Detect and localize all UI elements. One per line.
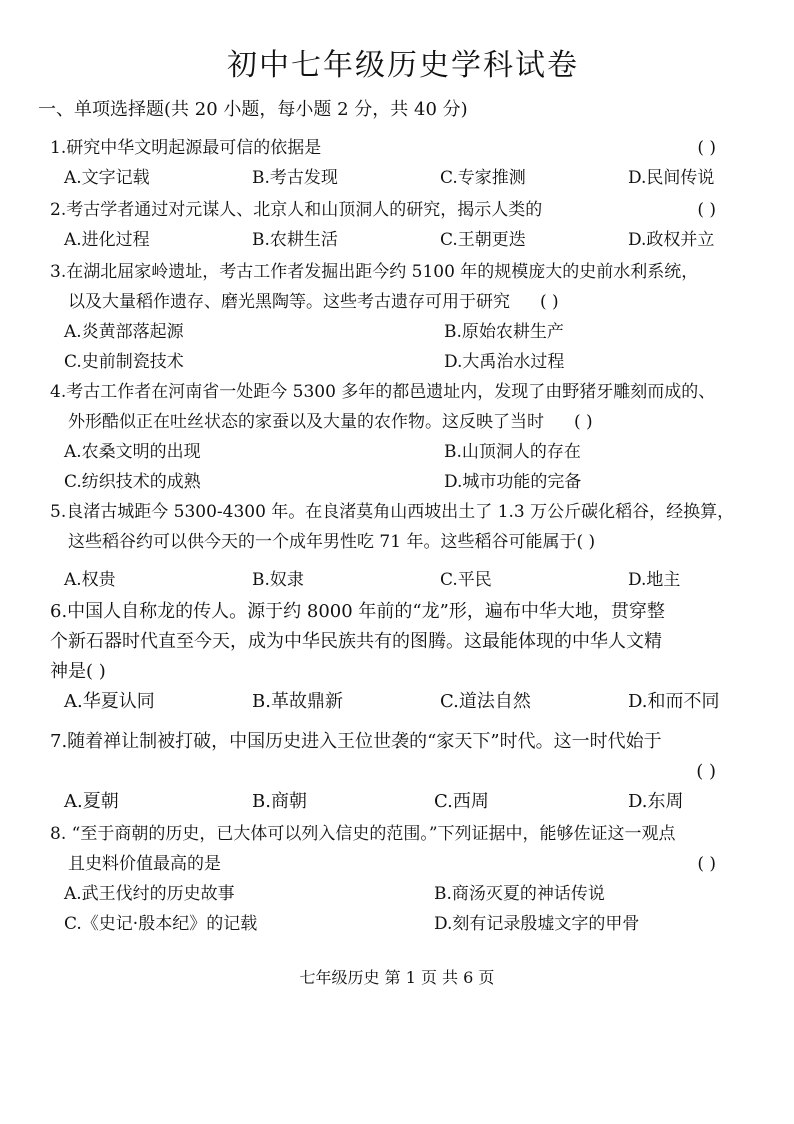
option-b: B.革故鼎新	[252, 691, 343, 713]
option-a: A.农桑文明的出现	[64, 442, 201, 463]
option-a: A.权贵	[64, 570, 116, 591]
option-a: A.华夏认同	[64, 691, 155, 713]
option-c: C.平民	[440, 570, 492, 591]
option-c: C.道法自然	[440, 691, 531, 713]
option-d: D.东周	[628, 791, 684, 813]
answer-bracket: ( )	[697, 200, 716, 221]
question-stem: 2.考古学者通过对元谋人、北京人和山顶洞人的研究，揭示人类的 ( )	[50, 195, 756, 225]
question-1	[50, 133, 756, 193]
option-d: D.城市功能的完备	[444, 472, 582, 493]
question-stem: 8. “至于商朝的历史，已大体可以列入信史的范围。”下列证据中，能够佐证这一观点 且史料价值最高的是 ( )	[50, 819, 756, 879]
answer-bracket: ( )	[574, 412, 593, 433]
question-stem: 4.考古工作者在河南省一处距今 5300 多年的都邑遗址内，发现了由野猪牙雕刻而成的、 外形酷似正在吐丝状态的家蚕以及大量的农作物。这反映了当时 ( )	[50, 382, 716, 433]
options-grid	[64, 437, 756, 497]
options-row	[64, 687, 756, 717]
question-5	[50, 497, 756, 595]
question-stem: 3.在湖北屈家岭遗址，考古工作者发掘出距今约 5100 年的规模庞大的史前水利系统， 以及大量稻作遗存、磨光黑陶等。这些考古遗存可用于研究 ( )	[50, 262, 699, 313]
option-a: A.文字记载	[64, 168, 150, 189]
question-stem: 5.良渚古城距今 5300-4300 年。在良渚莫角山西坡出土了 1.3 万公斤碳化稻谷，经换算， 这些稻谷约可以供今天的一个成年男性吃 71 年。这些稻谷可能属于( )	[50, 502, 735, 553]
options-row	[64, 225, 756, 255]
options-grid	[64, 879, 756, 939]
option-c: C.西周	[434, 791, 489, 813]
option-b: B.农耕生活	[252, 230, 338, 251]
answer-bracket: ( )	[697, 854, 716, 875]
option-c: C.纺织技术的成熟	[64, 472, 201, 493]
question-2	[50, 195, 756, 255]
option-a: A.进化过程	[64, 230, 150, 251]
options-row	[64, 163, 756, 193]
option-c: C.史前制瓷技术	[64, 352, 184, 373]
option-d: D.刻有记录殷墟文字的甲骨	[434, 914, 640, 935]
option-d: D.大禹治水过程	[444, 352, 565, 373]
option-d: D.民间传说	[628, 168, 715, 189]
option-b: B.商朝	[252, 791, 307, 813]
question-stem: 1.研究中华文明起源最可信的依据是 ( )	[50, 133, 756, 163]
option-b: B.商汤灭夏的神话传说	[434, 884, 605, 905]
option-a: A.武王伐纣的历史故事	[64, 884, 235, 905]
option-b: B.山顶洞人的存在	[444, 442, 581, 463]
option-c: C.专家推测	[440, 168, 526, 189]
answer-bracket: ( )	[697, 138, 716, 159]
option-a: A.炎黄部落起源	[64, 322, 184, 343]
options-row	[64, 565, 756, 595]
question-3	[50, 257, 756, 377]
question-6	[50, 597, 756, 717]
option-c: C.《史记·殷本纪》的记载	[64, 914, 258, 935]
answer-bracket: ( )	[696, 761, 716, 783]
options-row	[64, 787, 756, 817]
option-a: A.夏朝	[64, 791, 119, 813]
question-4	[50, 377, 756, 497]
section-heading: 一、单项选择题(共 20 小题，每小题 2 分，共 40 分)	[38, 99, 468, 120]
option-d: D.政权并立	[628, 230, 715, 251]
question-stem: 7.随着禅让制被打破，中国历史进入王位世袭的“家天下”时代。这一时代始于	[50, 731, 662, 753]
option-b: B.原始农耕生产	[444, 322, 564, 343]
options-grid	[64, 317, 756, 377]
exam-title: 初中七年级历史学科试卷	[227, 48, 579, 83]
answer-bracket: ( )	[540, 292, 559, 313]
option-c: C.王朝更迭	[440, 230, 526, 251]
option-b: B.考古发现	[252, 168, 338, 189]
question-8	[50, 819, 756, 939]
option-b: B.奴隶	[252, 570, 304, 591]
option-d: D.地主	[628, 570, 681, 591]
option-d: D.和而不同	[628, 691, 720, 713]
question-stem: 6.中国人自称龙的传人。源于约 8000 年前的“龙”形，遍布中华大地，贯穿整 个新石器时代直至今天，成为中华民族共有的图腾。这最能体现的中华人文精 神是( )	[50, 601, 665, 683]
question-7	[50, 719, 756, 817]
page-footer: 七年级历史 第 1 页 共 6 页	[299, 968, 495, 987]
